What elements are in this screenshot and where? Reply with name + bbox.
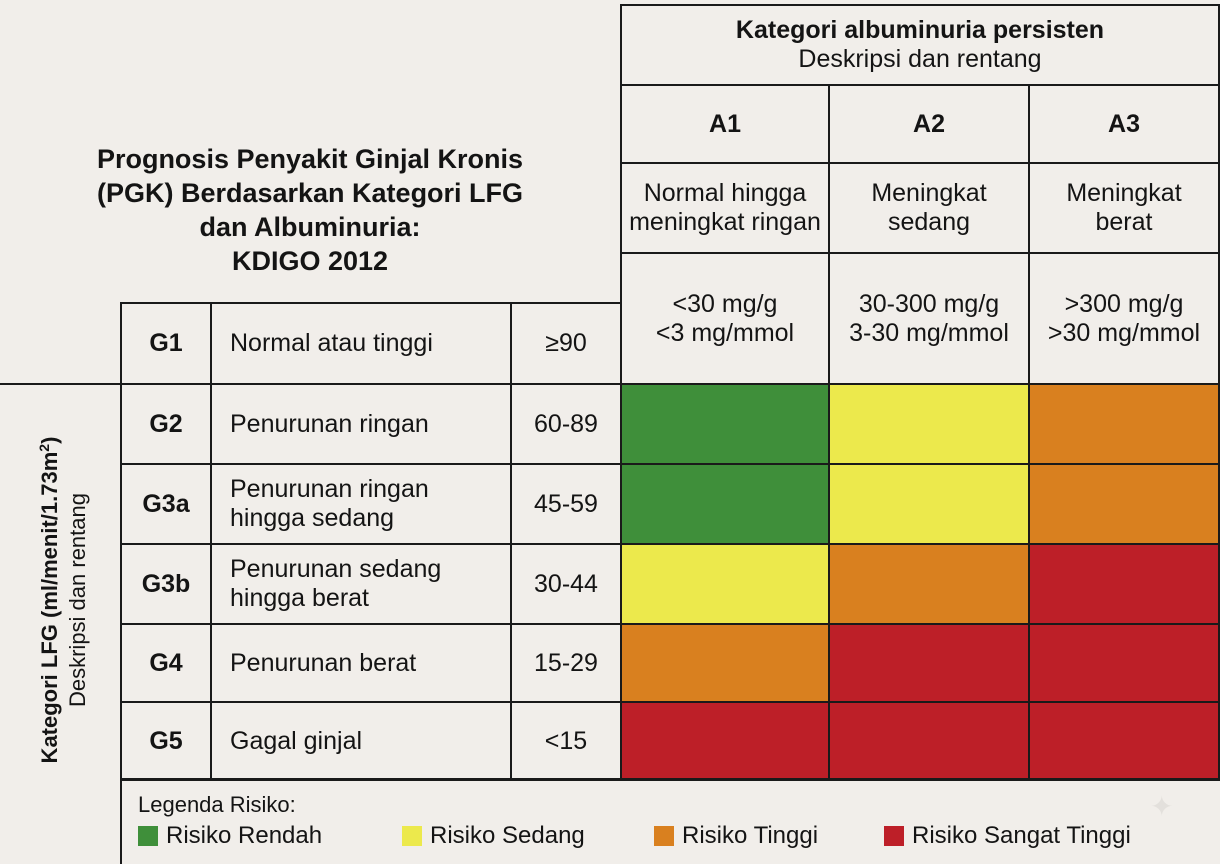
legend-swatch xyxy=(884,826,904,846)
risk-cell-g4-a3 xyxy=(1028,623,1220,703)
lfg-code-g3b: G3b xyxy=(120,543,212,625)
legend-label: Risiko Sedang xyxy=(430,822,585,849)
albuminuria-header-title: Kategori albuminuria persisten xyxy=(735,16,1105,44)
legend xyxy=(122,778,1220,864)
albuminuria-range-a1 xyxy=(620,252,830,385)
lfg-description-line: Penurunan ringan xyxy=(230,475,429,503)
legend-item-sangat-tinggi xyxy=(884,822,1131,850)
albuminuria-description-line: Meningkat xyxy=(871,179,987,207)
legend-item-rendah xyxy=(138,822,322,850)
lfg-range-g4: 15-29 xyxy=(510,623,622,703)
lfg-description-line: hingga sedang xyxy=(230,504,395,532)
risk-cell-g3a-a1 xyxy=(620,463,830,545)
albuminuria-header-subtitle: Deskripsi dan rentang xyxy=(798,45,1042,73)
chart-title xyxy=(40,142,580,278)
lfg-code-g5: G5 xyxy=(120,701,212,781)
albuminuria-code-a1: A1 xyxy=(620,84,830,164)
lfg-description-line: hingga berat xyxy=(230,584,370,612)
title-line: dan Albuminuria: xyxy=(199,212,421,242)
title-line: Prognosis Penyakit Ginjal Kronis xyxy=(96,144,524,174)
albuminuria-code-a3: A3 xyxy=(1028,84,1220,164)
albuminuria-range-line: 3-30 mg/mmol xyxy=(849,318,1009,347)
risk-cell-g2-a2 xyxy=(828,383,1030,465)
lfg-code-g1: G1 xyxy=(120,302,212,385)
legend-label: Risiko Sangat Tinggi xyxy=(912,822,1131,849)
albuminuria-range-a2 xyxy=(828,252,1030,385)
lfg-description-line: Penurunan berat xyxy=(230,648,417,677)
albuminuria-description-line: Normal hingga xyxy=(643,179,807,207)
albuminuria-range-line: >300 mg/g xyxy=(1064,289,1184,318)
lfg-description-g3a xyxy=(210,463,512,545)
risk-cell-g3a-a2 xyxy=(828,463,1030,545)
lfg-description-g3b xyxy=(210,543,512,625)
albuminuria-range-line: <3 mg/mmol xyxy=(655,318,795,347)
albuminuria-description-a3 xyxy=(1028,162,1220,254)
lfg-description-g1 xyxy=(210,302,512,385)
risk-cell-g3b-a3 xyxy=(1028,543,1220,625)
lfg-description-line: Normal atau tinggi xyxy=(230,329,433,357)
lfg-range-g1: ≥90 xyxy=(510,302,622,385)
lfg-description-g2 xyxy=(210,383,512,465)
lfg-description-g4 xyxy=(210,623,512,703)
risk-cell-g4-a1 xyxy=(620,623,830,703)
lfg-description-line: Gagal ginjal xyxy=(230,726,363,755)
legend-label: Risiko Rendah xyxy=(166,822,323,849)
title-line: KDIGO 2012 xyxy=(231,246,389,276)
lfg-range-g3b: 30-44 xyxy=(510,543,622,625)
lfg-description-g5 xyxy=(210,701,512,781)
risk-cell-g3b-a1 xyxy=(620,543,830,625)
albuminuria-range-line: 30-300 mg/g xyxy=(858,289,1000,318)
lfg-axis-label xyxy=(30,370,92,830)
legend-item-tinggi xyxy=(654,822,818,850)
lfg-axis-title-sup: 2 xyxy=(35,443,52,452)
legend-item-sedang xyxy=(402,822,585,850)
risk-cell-g4-a2 xyxy=(828,623,1030,703)
lfg-description-line: Penurunan ringan xyxy=(230,409,429,438)
lfg-axis-title: Kategori LFG (ml/menit/1.73m xyxy=(37,451,63,764)
risk-cell-g3a-a3 xyxy=(1028,463,1220,545)
albuminuria-description-a2 xyxy=(828,162,1030,254)
lfg-range-g5: <15 xyxy=(510,701,622,781)
risk-cell-g5-a2 xyxy=(828,701,1030,781)
albuminuria-description-line: Meningkat xyxy=(1066,179,1182,207)
sparkle-icon: ✦ xyxy=(1150,791,1174,822)
lfg-axis-subtitle: Deskripsi dan rentang xyxy=(65,493,91,708)
legend-swatch xyxy=(654,826,674,846)
risk-cell-g5-a1 xyxy=(620,701,830,781)
legend-title: Legenda Risiko: xyxy=(138,792,296,817)
albuminuria-description-line: berat xyxy=(1095,208,1153,236)
lfg-code-g2: G2 xyxy=(120,383,212,465)
legend-swatch xyxy=(402,826,422,846)
legend-label: Risiko Tinggi xyxy=(682,822,819,849)
legend-swatch xyxy=(138,826,158,846)
albuminuria-range-line: <30 mg/g xyxy=(672,289,778,318)
lfg-code-g4: G4 xyxy=(120,623,212,703)
lfg-description-line: Penurunan sedang xyxy=(230,555,442,583)
risk-cell-g3b-a2 xyxy=(828,543,1030,625)
albuminuria-description-a1 xyxy=(620,162,830,254)
risk-cell-g2-a3 xyxy=(1028,383,1220,465)
lfg-range-g2: 60-89 xyxy=(510,383,622,465)
lfg-range-g3a: 45-59 xyxy=(510,463,622,545)
albuminuria-code-a2: A2 xyxy=(828,84,1030,164)
albuminuria-range-a3 xyxy=(1028,252,1220,385)
lfg-code-g3a: G3a xyxy=(120,463,212,545)
risk-cell-g2-a1 xyxy=(620,383,830,465)
risk-cell-g5-a3 xyxy=(1028,701,1220,781)
albuminuria-range-line: >30 mg/mmol xyxy=(1047,318,1201,347)
lfg-axis-title-suffix: ) xyxy=(37,436,63,444)
albuminuria-description-line: sedang xyxy=(887,208,971,236)
albuminuria-header xyxy=(620,4,1220,86)
title-line: (PGK) Berdasarkan Kategori LFG xyxy=(96,178,524,208)
albuminuria-description-line: meningkat ringan xyxy=(629,208,821,236)
